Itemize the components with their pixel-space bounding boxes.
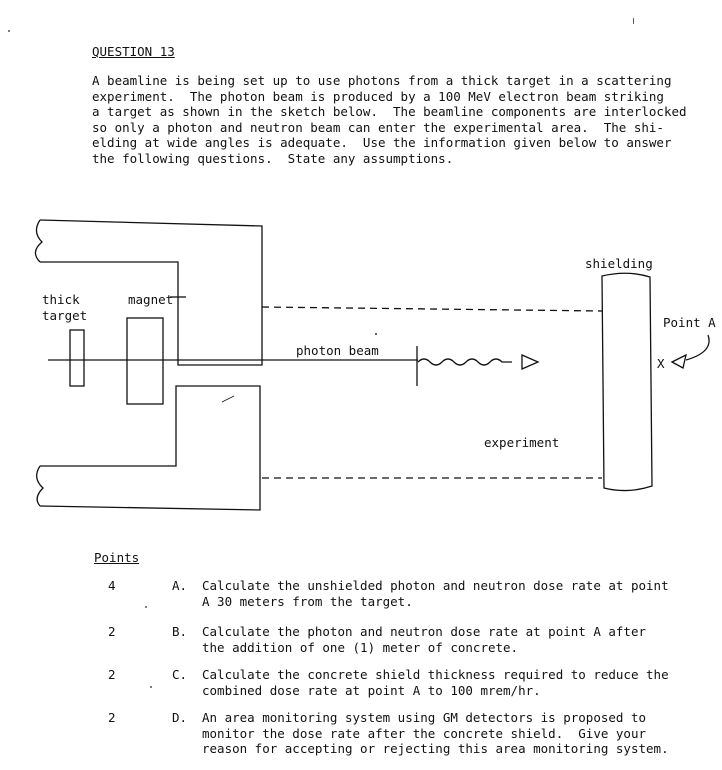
part-text-line: the addition of one (1) meter of concrete. bbox=[202, 639, 519, 655]
concrete-shielding-wall bbox=[602, 273, 652, 490]
intro-line: a target as shown in the sketch below. The beamline components are interlocked bbox=[92, 104, 687, 120]
part-points: 4 bbox=[108, 578, 116, 593]
scan-speck bbox=[633, 18, 634, 24]
beam-envelope-top bbox=[262, 307, 602, 311]
part-letter: C. bbox=[172, 667, 188, 682]
part-text-line: An area monitoring system using GM detectors is proposed to bbox=[202, 710, 647, 725]
points-heading: Points bbox=[94, 550, 140, 565]
point-a-marker: X bbox=[657, 356, 665, 371]
part-text-line: A 30 meters from the target. bbox=[202, 593, 413, 609]
question-title: QUESTION 13 bbox=[92, 44, 175, 59]
intro-line: the following questions. State any assumptions. bbox=[92, 150, 454, 166]
scan-speck bbox=[375, 333, 377, 335]
thick-target bbox=[70, 330, 84, 386]
point-a-callout-line bbox=[686, 335, 709, 360]
part-text-line: monitor the dose rate after the concrete shield. Give your bbox=[202, 725, 647, 741]
photon-wave bbox=[418, 359, 512, 365]
magnet-block bbox=[127, 318, 163, 404]
part-text-line: Calculate the unshielded photon and neutron dose rate at point bbox=[202, 578, 669, 593]
part-letter: D. bbox=[172, 710, 188, 725]
part-text bbox=[202, 624, 682, 655]
part-text bbox=[202, 710, 682, 757]
scan-speck bbox=[8, 30, 10, 32]
shielding-label: shielding bbox=[585, 256, 653, 271]
scan-speck bbox=[150, 686, 152, 688]
point-a-label: Point A bbox=[663, 315, 716, 330]
thick-target-label: target bbox=[42, 308, 88, 323]
thick-target-label: thick bbox=[42, 292, 80, 307]
part-points: 2 bbox=[108, 624, 116, 639]
intro-line: elding at wide angles is adequate. Use the information given below to answer bbox=[92, 135, 672, 151]
lower-yoke-break bbox=[37, 466, 43, 506]
question-intro bbox=[92, 73, 692, 167]
magnet-label: magnet bbox=[128, 292, 174, 307]
upper-yoke-break bbox=[35, 220, 42, 262]
part-text-line: combined dose rate at point A to 100 mrem/hr. bbox=[202, 682, 541, 698]
part-points: 2 bbox=[108, 710, 116, 725]
part-text-line: reason for accepting or rejecting this area monitoring system. bbox=[202, 741, 669, 757]
pencil-mark bbox=[222, 396, 234, 402]
experiment-label: experiment bbox=[484, 435, 560, 450]
photon-beam-label: photon beam bbox=[296, 343, 379, 358]
beamline-sketch bbox=[0, 200, 722, 530]
part-letter: A. bbox=[172, 578, 188, 593]
intro-line: experiment. The photon beam is produced by a 100 MeV electron beam striking bbox=[92, 88, 664, 104]
part-letter: B. bbox=[172, 624, 188, 639]
part-text bbox=[202, 578, 682, 609]
part-points: 2 bbox=[108, 667, 116, 682]
scan-speck bbox=[145, 606, 147, 608]
photon-arrowhead bbox=[522, 355, 538, 369]
part-text-line: Calculate the photon and neutron dose rate at point A after bbox=[202, 624, 647, 639]
part-text bbox=[202, 667, 682, 698]
point-a-arrowhead bbox=[672, 355, 686, 368]
intro-line: A beamline is being set up to use photons from a thick target in a scattering bbox=[92, 73, 672, 88]
part-text-line: Calculate the concrete shield thickness required to reduce the bbox=[202, 667, 669, 682]
intro-line: so only a photon and neutron beam can enter the experimental area. The shi- bbox=[92, 119, 664, 135]
